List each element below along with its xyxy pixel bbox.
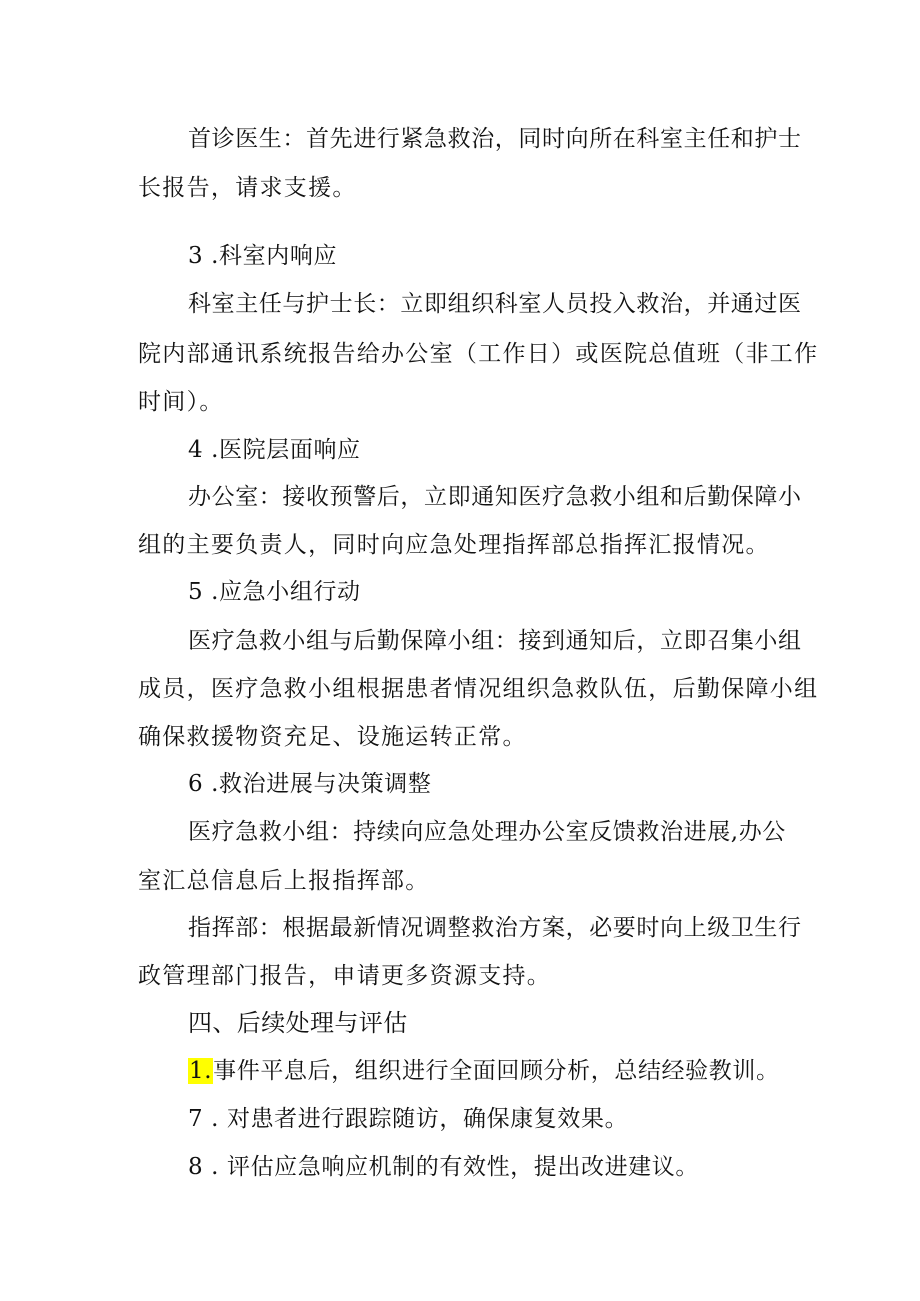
paragraph-team-action-line-1: 医疗急救小组与后勤保障小组：接到通知后，立即召集小组	[188, 628, 802, 654]
paragraph-department-line-2: 院内部通讯系统报告给办公室（工作日）或医院总值班（非工作	[138, 341, 819, 367]
paragraph-first-contact-line-1: 首诊医生：首先进行紧急救治，同时向所在科室主任和护士	[188, 126, 802, 152]
paragraph-hospital-line-1: 办公室：接收预警后，立即通知医疗急救小组和后勤保障小	[188, 484, 802, 510]
section-5-title: 5 .应急小组行动	[188, 579, 361, 605]
highlighted-item-number: 1.	[189, 1058, 213, 1084]
list-item-7: 7 . 对患者进行跟踪随访，确保康复效果。	[188, 1106, 629, 1132]
list-item-8: 8 . 评估应急响应机制的有效性，提出改进建议。	[188, 1154, 699, 1180]
section-4-title: 4 .医院层面响应	[188, 437, 361, 463]
paragraph-department-line-3: 时间）。	[138, 389, 224, 415]
paragraph-progress-line-2: 室汇总信息后上报指挥部。	[138, 868, 430, 894]
paragraph-command-line-2: 政管理部门报告，申请更多资源支持。	[138, 963, 552, 989]
paragraph-first-contact-line-2: 长报告，请求支援。	[138, 175, 357, 201]
paragraph-hospital-line-2: 组的主要负责人，同时向应急处理指挥部总指挥汇报情况。	[138, 532, 770, 558]
section-four-heading: 四、后续处理与评估	[188, 1009, 408, 1037]
paragraph-progress-line-1: 医疗急救小组：持续向应急处理办公室反馈救治进展,办公	[188, 819, 786, 845]
paragraph-command-line-1: 指挥部：根据最新情况调整救治方案，必要时向上级卫生行	[188, 915, 802, 941]
section-6-title: 6 .救治进展与决策调整	[188, 771, 432, 797]
list-item-1	[188, 1056, 920, 1086]
paragraph-team-action-line-2: 成员，医疗急救小组根据患者情况组织急救队伍，后勤保障小组	[138, 676, 819, 702]
paragraph-team-action-line-3: 确保救援物资充足、设施运转正常。	[138, 724, 527, 750]
paragraph-department-line-1: 科室主任与护士长：立即组织科室人员投入救治，并通过医	[188, 291, 802, 317]
section-3-title: 3 .科室内响应	[188, 243, 338, 269]
list-item-1-text: 事件平息后，组织进行全面回顾分析，总结经验教训。	[213, 1058, 780, 1084]
